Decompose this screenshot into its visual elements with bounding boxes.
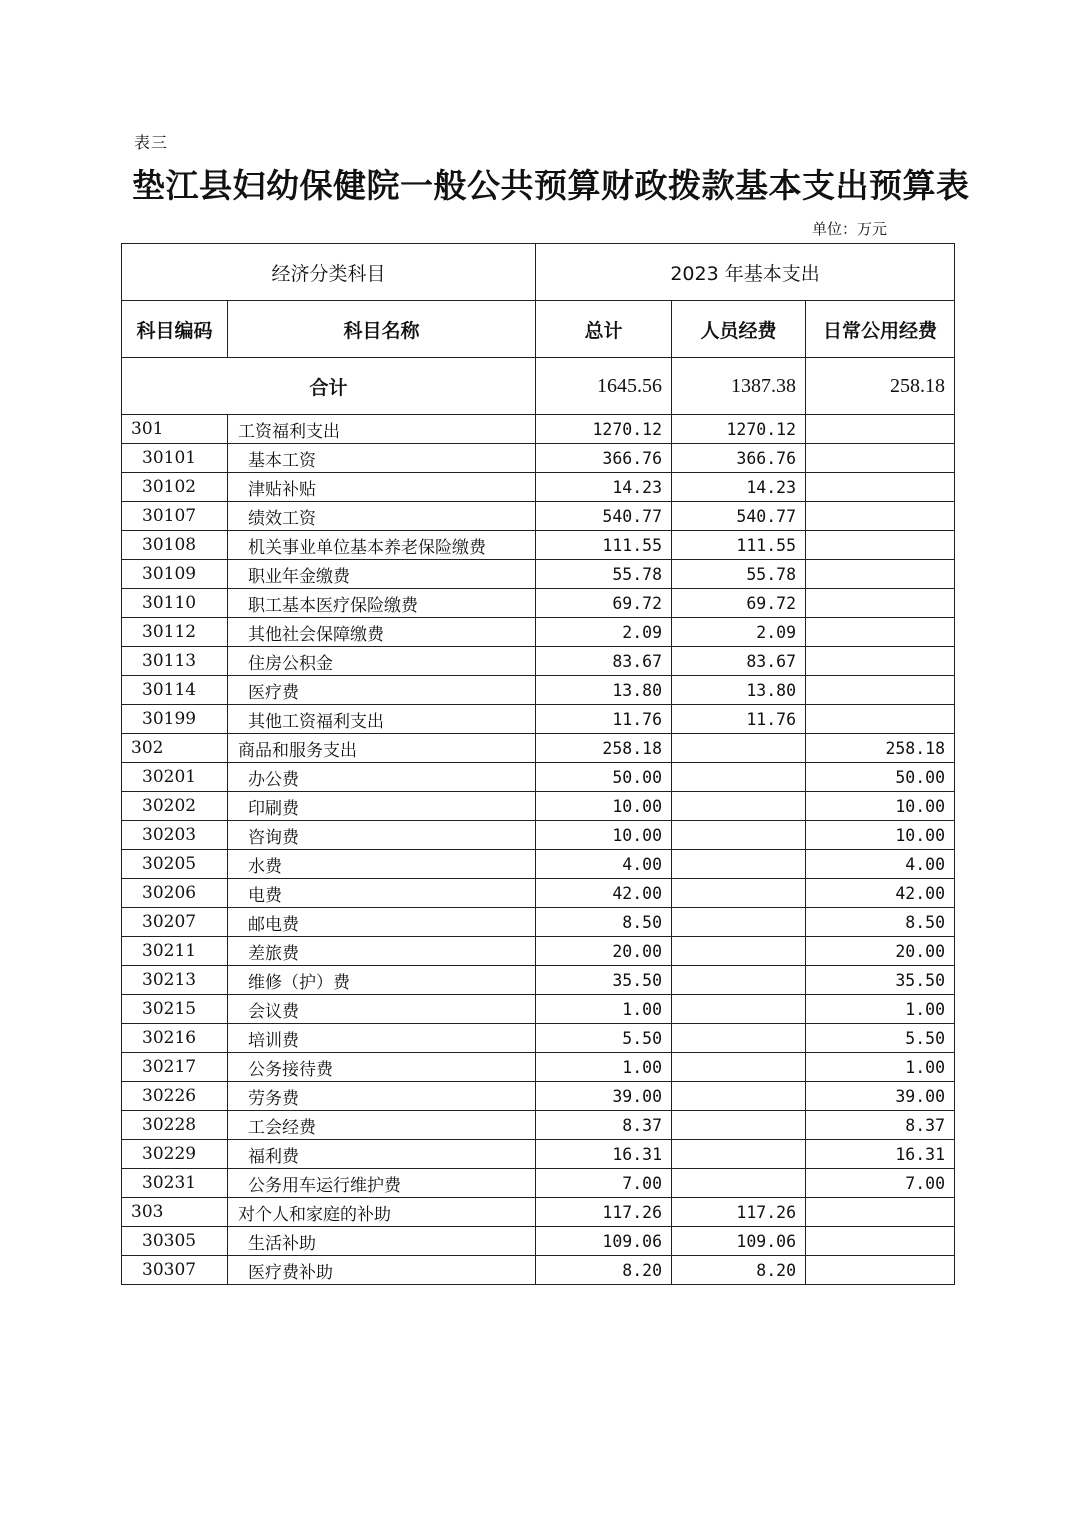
row-code: 30213	[122, 966, 228, 995]
table-row	[122, 1169, 955, 1198]
row-name: 邮电费	[228, 908, 536, 937]
row-code: 30226	[122, 1082, 228, 1111]
row-code: 30102	[122, 473, 228, 502]
row-total: 10.00	[536, 792, 672, 821]
row-personnel	[672, 821, 806, 850]
row-personnel	[672, 763, 806, 792]
group-header-basic-expenditure: 2023 年基本支出	[536, 244, 955, 301]
row-public	[806, 415, 955, 444]
row-name: 其他工资福利支出	[228, 705, 536, 734]
row-public	[806, 473, 955, 502]
table-row	[122, 879, 955, 908]
row-public	[806, 676, 955, 705]
row-name: 差旅费	[228, 937, 536, 966]
row-total: 7.00	[536, 1169, 672, 1198]
header-column-row	[122, 301, 955, 358]
table-row	[122, 647, 955, 676]
row-total: 2.09	[536, 618, 672, 647]
row-public: 1.00	[806, 1053, 955, 1082]
row-personnel: 55.78	[672, 560, 806, 589]
row-total: 42.00	[536, 879, 672, 908]
row-name: 生活补助	[228, 1227, 536, 1256]
row-public: 35.50	[806, 966, 955, 995]
row-code: 30215	[122, 995, 228, 1024]
row-name: 会议费	[228, 995, 536, 1024]
row-personnel: 14.23	[672, 473, 806, 502]
row-total: 258.18	[536, 734, 672, 763]
row-name: 津贴补贴	[228, 473, 536, 502]
row-name: 机关事业单位基本养老保险缴费	[228, 531, 536, 560]
row-public	[806, 444, 955, 473]
table-row	[122, 995, 955, 1024]
row-public: 50.00	[806, 763, 955, 792]
row-personnel: 11.76	[672, 705, 806, 734]
row-name: 印刷费	[228, 792, 536, 821]
row-public	[806, 1198, 955, 1227]
row-code: 301	[122, 415, 228, 444]
total-personnel-value: 1387.38	[672, 358, 806, 415]
row-code: 30112	[122, 618, 228, 647]
row-code: 30229	[122, 1140, 228, 1169]
table-row	[122, 763, 955, 792]
row-public	[806, 502, 955, 531]
row-public: 42.00	[806, 879, 955, 908]
row-name: 维修（护）费	[228, 966, 536, 995]
row-total: 10.00	[536, 821, 672, 850]
row-code: 30305	[122, 1227, 228, 1256]
row-code: 30205	[122, 850, 228, 879]
row-total: 109.06	[536, 1227, 672, 1256]
row-name: 绩效工资	[228, 502, 536, 531]
row-total: 69.72	[536, 589, 672, 618]
column-header-name: 科目名称	[228, 301, 536, 358]
row-personnel: 83.67	[672, 647, 806, 676]
row-personnel	[672, 966, 806, 995]
header-group-row	[122, 244, 955, 301]
row-total: 16.31	[536, 1140, 672, 1169]
row-code: 30108	[122, 531, 228, 560]
row-total: 366.76	[536, 444, 672, 473]
row-public	[806, 618, 955, 647]
row-total: 83.67	[536, 647, 672, 676]
table-row	[122, 560, 955, 589]
row-code: 30201	[122, 763, 228, 792]
row-personnel	[672, 734, 806, 763]
table-row	[122, 908, 955, 937]
row-name: 电费	[228, 879, 536, 908]
row-public	[806, 560, 955, 589]
row-code: 30113	[122, 647, 228, 676]
row-public	[806, 531, 955, 560]
row-name: 公务接待费	[228, 1053, 536, 1082]
row-personnel	[672, 995, 806, 1024]
row-public	[806, 589, 955, 618]
row-personnel	[672, 850, 806, 879]
row-personnel	[672, 879, 806, 908]
table-number-label: 表三	[134, 133, 169, 152]
row-code: 30216	[122, 1024, 228, 1053]
row-total: 8.50	[536, 908, 672, 937]
table-row	[122, 1198, 955, 1227]
row-code: 302	[122, 734, 228, 763]
column-header-code: 科目编码	[122, 301, 228, 358]
column-header-public: 日常公用经费	[806, 301, 955, 358]
row-code: 30114	[122, 676, 228, 705]
row-total: 8.20	[536, 1256, 672, 1285]
row-total: 39.00	[536, 1082, 672, 1111]
row-personnel: 111.55	[672, 531, 806, 560]
row-name: 工会经费	[228, 1111, 536, 1140]
row-code: 303	[122, 1198, 228, 1227]
row-public: 20.00	[806, 937, 955, 966]
table-row	[122, 531, 955, 560]
table-row	[122, 937, 955, 966]
row-code: 30203	[122, 821, 228, 850]
row-public: 16.31	[806, 1140, 955, 1169]
row-public: 5.50	[806, 1024, 955, 1053]
row-code: 30202	[122, 792, 228, 821]
row-total: 4.00	[536, 850, 672, 879]
row-total: 111.55	[536, 531, 672, 560]
row-name: 工资福利支出	[228, 415, 536, 444]
row-name: 福利费	[228, 1140, 536, 1169]
row-name: 咨询费	[228, 821, 536, 850]
row-name: 公务用车运行维护费	[228, 1169, 536, 1198]
row-public: 258.18	[806, 734, 955, 763]
row-total: 540.77	[536, 502, 672, 531]
row-personnel	[672, 908, 806, 937]
row-total: 14.23	[536, 473, 672, 502]
table-row	[122, 850, 955, 879]
row-personnel: 1270.12	[672, 415, 806, 444]
row-code: 30211	[122, 937, 228, 966]
total-row	[122, 358, 955, 415]
row-code: 30231	[122, 1169, 228, 1198]
table-row	[122, 502, 955, 531]
table-row	[122, 1256, 955, 1285]
row-total: 35.50	[536, 966, 672, 995]
row-personnel: 69.72	[672, 589, 806, 618]
row-name: 职工基本医疗保险缴费	[228, 589, 536, 618]
table-row	[122, 589, 955, 618]
row-total: 20.00	[536, 937, 672, 966]
row-code: 30199	[122, 705, 228, 734]
table-row	[122, 1082, 955, 1111]
row-total: 117.26	[536, 1198, 672, 1227]
row-public: 10.00	[806, 821, 955, 850]
table-row	[122, 1140, 955, 1169]
total-total-value: 1645.56	[536, 358, 672, 415]
row-public	[806, 705, 955, 734]
row-public: 39.00	[806, 1082, 955, 1111]
row-total: 11.76	[536, 705, 672, 734]
row-personnel	[672, 1082, 806, 1111]
table-row	[122, 415, 955, 444]
total-label: 合计	[122, 358, 536, 415]
row-total: 1.00	[536, 995, 672, 1024]
row-personnel	[672, 1169, 806, 1198]
row-code: 30109	[122, 560, 228, 589]
row-personnel: 540.77	[672, 502, 806, 531]
row-personnel: 117.26	[672, 1198, 806, 1227]
row-code: 30206	[122, 879, 228, 908]
row-personnel	[672, 1024, 806, 1053]
row-name: 职业年金缴费	[228, 560, 536, 589]
row-total: 1.00	[536, 1053, 672, 1082]
column-header-total: 总计	[536, 301, 672, 358]
row-personnel	[672, 1053, 806, 1082]
document-title: 垫江县妇幼保健院一般公共预算财政拨款基本支出预算表	[132, 166, 970, 205]
row-code: 30307	[122, 1256, 228, 1285]
row-personnel	[672, 937, 806, 966]
row-total: 8.37	[536, 1111, 672, 1140]
row-name: 医疗费	[228, 676, 536, 705]
table-row	[122, 618, 955, 647]
row-total: 5.50	[536, 1024, 672, 1053]
row-code: 30228	[122, 1111, 228, 1140]
group-header-economic-category: 经济分类科目	[122, 244, 536, 301]
table-row	[122, 473, 955, 502]
row-public: 4.00	[806, 850, 955, 879]
row-personnel: 366.76	[672, 444, 806, 473]
row-code: 30101	[122, 444, 228, 473]
row-total: 1270.12	[536, 415, 672, 444]
table-row	[122, 676, 955, 705]
row-total: 50.00	[536, 763, 672, 792]
row-personnel	[672, 792, 806, 821]
table-body	[122, 358, 955, 1285]
table-row	[122, 792, 955, 821]
row-public: 8.37	[806, 1111, 955, 1140]
row-name: 培训费	[228, 1024, 536, 1053]
unit-label: 单位：万元	[812, 220, 888, 238]
row-name: 医疗费补助	[228, 1256, 536, 1285]
table-row	[122, 444, 955, 473]
row-name: 商品和服务支出	[228, 734, 536, 763]
row-total: 55.78	[536, 560, 672, 589]
total-public-value: 258.18	[806, 358, 955, 415]
row-public: 10.00	[806, 792, 955, 821]
table-row	[122, 1024, 955, 1053]
row-name: 对个人和家庭的补助	[228, 1198, 536, 1227]
table-row	[122, 1053, 955, 1082]
row-public	[806, 647, 955, 676]
table-row	[122, 821, 955, 850]
row-public: 1.00	[806, 995, 955, 1024]
row-personnel: 13.80	[672, 676, 806, 705]
row-name: 基本工资	[228, 444, 536, 473]
row-name: 其他社会保障缴费	[228, 618, 536, 647]
row-code: 30110	[122, 589, 228, 618]
row-personnel: 8.20	[672, 1256, 806, 1285]
row-name: 住房公积金	[228, 647, 536, 676]
row-personnel	[672, 1140, 806, 1169]
table-row	[122, 966, 955, 995]
budget-table	[121, 243, 955, 1285]
row-personnel	[672, 1111, 806, 1140]
row-name: 劳务费	[228, 1082, 536, 1111]
row-code: 30107	[122, 502, 228, 531]
row-code: 30217	[122, 1053, 228, 1082]
row-public	[806, 1256, 955, 1285]
table-row	[122, 705, 955, 734]
row-name: 水费	[228, 850, 536, 879]
row-personnel: 109.06	[672, 1227, 806, 1256]
row-public: 8.50	[806, 908, 955, 937]
column-header-personnel: 人员经费	[672, 301, 806, 358]
row-personnel: 2.09	[672, 618, 806, 647]
table-row	[122, 1111, 955, 1140]
table-row	[122, 1227, 955, 1256]
row-total: 13.80	[536, 676, 672, 705]
table-row	[122, 734, 955, 763]
row-code: 30207	[122, 908, 228, 937]
row-public: 7.00	[806, 1169, 955, 1198]
row-public	[806, 1227, 955, 1256]
row-name: 办公费	[228, 763, 536, 792]
